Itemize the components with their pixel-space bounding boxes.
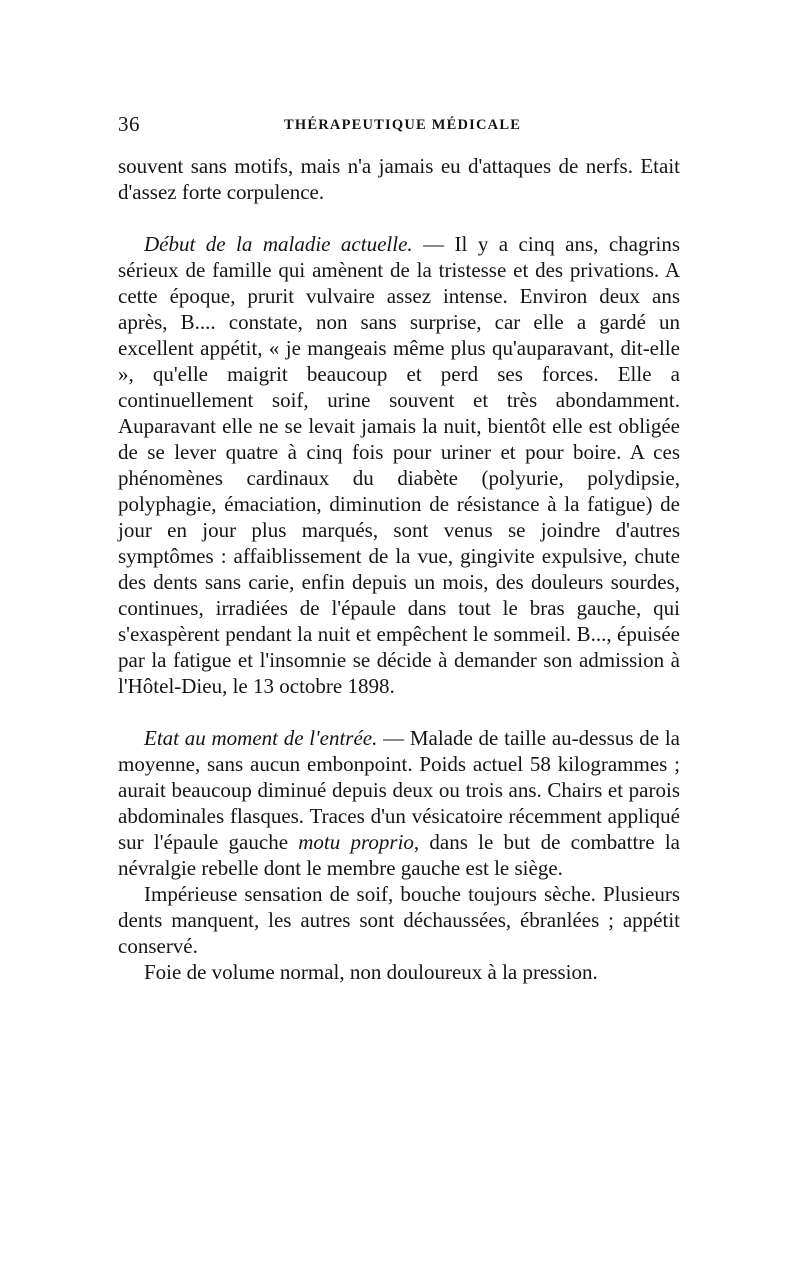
page-number: 36 bbox=[118, 112, 140, 136]
running-title: THÉRAPEUTIQUE MÉDICALE bbox=[284, 117, 522, 133]
section-rubric: Etat au moment de l'entrée. bbox=[144, 726, 378, 750]
running-head bbox=[118, 112, 680, 142]
paragraph-text: — Il y a cinq ans, chagrins sérieux de famille qui amènent de la tristesse et des privations. A cette époque, prurit vulvaire assez intense. Environ deux ans après, B.... constate, non sans surprise, car elle a gardé un excellent appétit, « je mangeais même plus qu'auparavant, dit-elle », qu'elle maigrit beaucoup et perd ses forces. Elle a continuellement soif, urine souvent et très abondamment. Auparavant elle ne se levait jamais la nuit, bientôt elle est obligée de se lever quatre à cinq fois pour uriner et pour boire. A ces phénomènes cardinaux du diabète (polyurie, polydipsie, polyphagie, émaciation, diminution de résistance à la fatigue) de jour en jour plus marqués, sont venus se joindre d'autres symptômes : affaiblissement de la vue, gingivite expulsive, chute des dents sans carie, enfin depuis un mois, des douleurs sourdes, continues, irradiées de l'épaule dans tout le bras gauche, qui s'exaspèrent pendant la nuit et empêchent le sommeil. B..., épuisée par la fatigue et l'insomnie se décide à demander son admission à l'Hôtel-Dieu, le 13 octobre 1898. bbox=[118, 232, 680, 698]
paragraph-text: souvent sans motifs, mais n'a jamais eu d'attaques de nerfs. Etait d'assez forte corpulence. bbox=[118, 154, 680, 204]
paragraph-text: , dans le but de combattre la névralgie rebelle dont le membre gauche est le siège. bbox=[118, 830, 680, 880]
body-text bbox=[118, 153, 680, 985]
paragraph-onset-of-illness bbox=[118, 231, 680, 699]
paragraph-text: — Malade de taille au-dessus de la moyenne, sans aucun embonpoint. Poids actuel 58 kilogrammes ; aurait beaucoup diminué depuis deux ou trois ans. Chairs et parois abdominales flasques. Traces d'un vésicatoire récemment appliqué sur l'épaule gauche bbox=[118, 726, 680, 854]
paragraph-text: Impérieuse sensation de soif, bouche toujours sèche. Plusieurs dents manquent, les autres sont déchaussées, ébranlées ; appétit conservé. bbox=[118, 882, 680, 958]
section-rubric: Début de la maladie actuelle. bbox=[144, 232, 413, 256]
paragraph-liver bbox=[118, 959, 680, 985]
latin-phrase: motu proprio bbox=[298, 830, 414, 854]
paragraph-thirst bbox=[118, 881, 680, 959]
paragraph-continuation bbox=[118, 153, 680, 205]
paragraph-state-on-admission bbox=[118, 725, 680, 881]
paragraph-text: Foie de volume normal, non douloureux à la pression. bbox=[144, 960, 598, 984]
